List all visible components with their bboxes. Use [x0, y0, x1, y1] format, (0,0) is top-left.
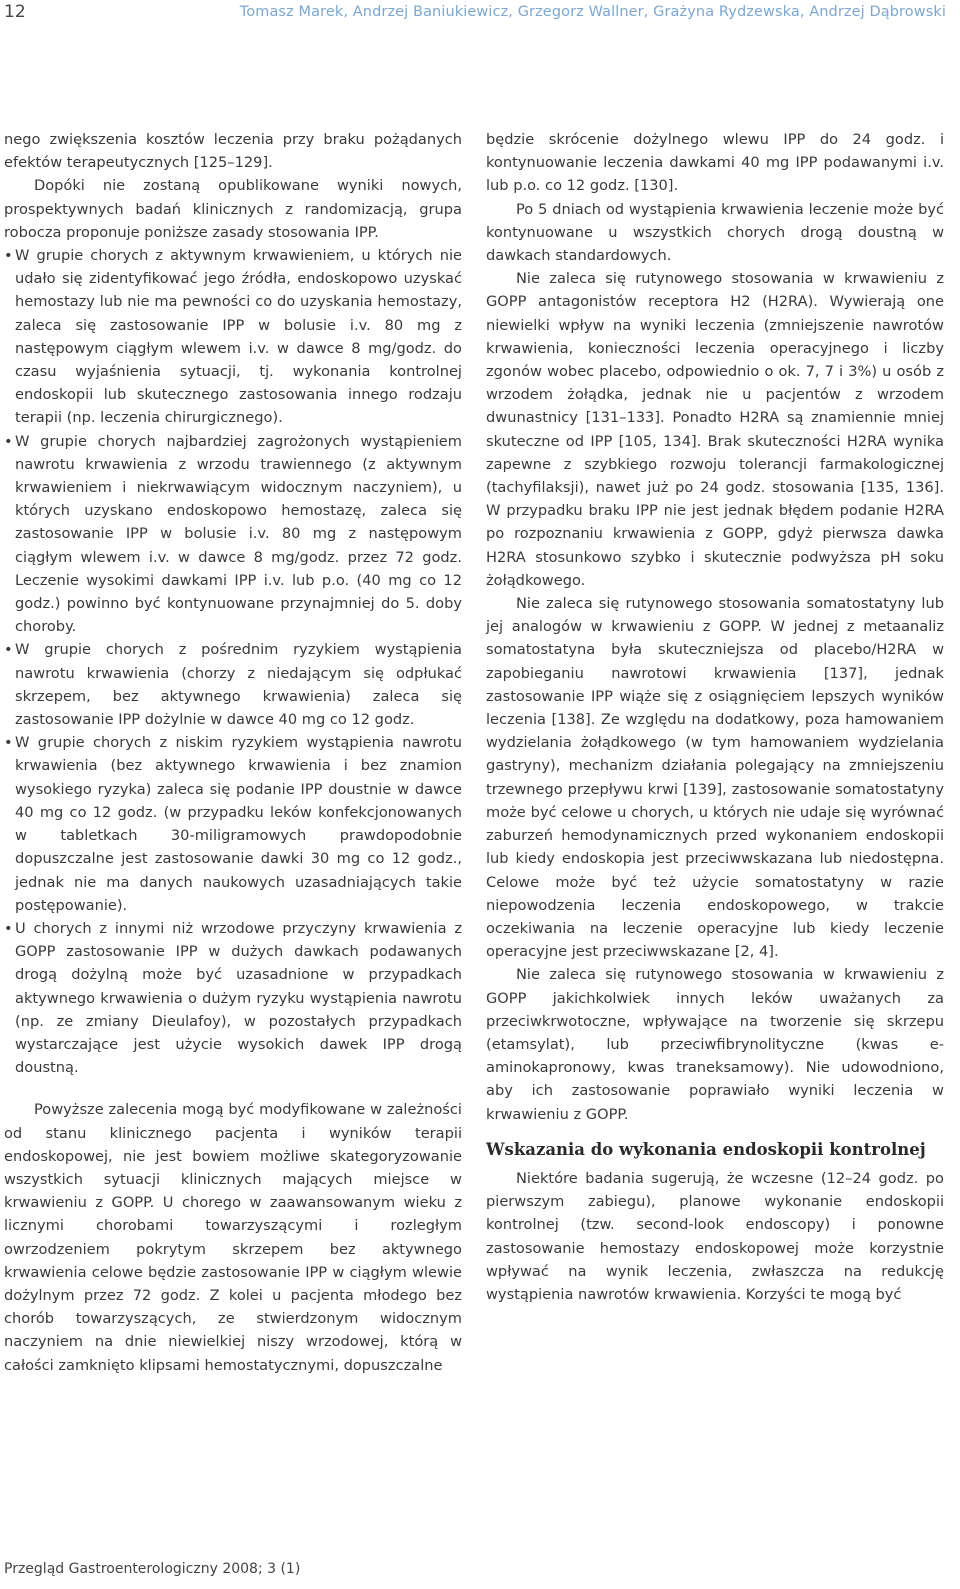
bullet-icon: •: [4, 432, 13, 450]
list-item: [4, 731, 462, 917]
list-item: [4, 430, 462, 639]
paragraph: Dopóki nie zostaną opublikowane wyniki nowych, prospektywnych badań klinicznych z randomizacją, grupa robocza proponuje poniższe zasady stosowania IPP.: [4, 177, 462, 241]
paragraph: Nie zaleca się rutynowego stosowania w krwawieniu z GOPP antagonistów receptora H2 (H2RA). Wywierają one niewielki wpływ na wyniki leczenia (zmniejszenie nawrotów krwawienia, konieczności leczenia operacyjnego i liczby zgonów wobec placebo, odpowiednio o ok. 7, 7 i 3%) u osób z wrzodem żołądka, jednak nie u pacjentów z wrzodem dwunastnicy [131–133]. Ponadto H2RA są znamiennie mniej skuteczne od IPP [105, 134]. Brak skuteczności H2RA wynika zapewne z szybkiego rozwoju tolerancji farmakologicznej (tachyfilaksji), nawet już po 24 godz. stosowania [135, 136]. W przypadku braku IPP nie jest jednak błędem podanie H2RA po rozpoznaniu krwawienia z GOPP, gdyż pierwsza dawka H2RA stosunkowo szybko i skutecznie podwyższa pH soku żołądkowego.: [486, 270, 944, 589]
paragraph: nego zwiększenia kosztów leczenia przy braku pożądanych efektów terapeutycznych [125–129].: [4, 131, 462, 172]
list-item-text: W grupie chorych najbardziej zagrożonych wystąpieniem nawrotu krwawienia z wrzodu trawiennego (z aktywnym krwawieniem i niekrwawiącym widocznym naczyniem), u których uzyskano endoskopowo hemostazę, zaleca się zastosowanie IPP w bolusie i.v. 80 mg z następowym ciągłym wlewem i.v. w dawce 8 mg/godz. przez 72 godz. Leczenie wysokimi dawkami IPP i.v. lub p.o. (40 mg co 12 godz.) powinno być kontynuowane przynajmniej do 5. doby choroby.: [15, 432, 462, 636]
bullet-icon: •: [4, 247, 13, 265]
paragraph: Nie zaleca się rutynowego stosowania w krwawieniu z GOPP jakichkolwiek innych leków uważanych za przeciwkrwotoczne, wpływające na tworzenie się skrzepu (etamsylat), lub przeciwfibrynolityczne (kwas e-aminokapronowy, kwas traneksamowy). Nie udowodniono, aby ich zastosowanie poprawiało wyniki leczenia w krwawieniu z GOPP.: [486, 966, 944, 1123]
journal-footer: Przegląd Gastroenterologiczny 2008; 3 (1): [4, 1561, 301, 1577]
paragraph: Powyższe zalecenia mogą być modyfikowane w zależności od stanu klinicznego pacjenta i wyników terapii endoskopowej, nie jest bowiem możliwe skategoryzowanie wszystkich sytuacji klinicznych mających miejsce w krwawieniu z GOPP. U chorego w zaawansowanym wieku z licznymi chorobami towarzyszącymi i rozległym owrzodzeniem pokrytym skrzepem bez aktywnego krwawienia celowe będzie zastosowanie IPP w ciągłym wlewie dożylnym przez 72 godz. Z kolei u pacjenta młodego bez chorób towarzyszących, ze stwierdzonym widocznym naczyniem na dnie niewielkiej niszy wrzodowej, którą w całości zamknięto klipsami hemostatycznymi, dopuszczalne: [4, 1101, 462, 1374]
bullet-icon: •: [4, 641, 13, 659]
bullet-icon: •: [4, 919, 13, 937]
recommendation-list: [4, 244, 462, 1079]
bullet-icon: •: [4, 734, 13, 752]
page-number: 12: [4, 2, 26, 22]
list-item: [4, 638, 462, 731]
list-item-text: W grupie chorych z niskim ryzykiem wystąpienia nawrotu krwawienia (bez aktywnego krwawienia i bez znamion wysokiego ryzyka) zaleca się podanie IPP doustnie w dawce 40 mg co 12 godz. (w przypadku leków konfekcjonowanych w tabletkach 30-miligramowych prawdopodobnie dopuszczalne jest zastosowanie dawki 30 mg co 12 godz., jednak nie ma danych naukowych uzasadniających takie postępowanie).: [15, 734, 462, 914]
list-item: [4, 917, 462, 1079]
right-column: [486, 128, 944, 1306]
paragraph: będzie skrócenie dożylnego wlewu IPP do 24 godz. i kontynuowanie leczenia dawkami 40 mg IPP podawanymi i.v. lub p.o. co 12 godz. [130].: [486, 131, 944, 195]
list-item: [4, 244, 462, 430]
list-item-text: W grupie chorych z pośrednim ryzykiem wystąpienia nawrotu krwawienia (chorzy z niedającym się odpłukać skrzepem, bez aktywnego krwawienia) zaleca się zastosowanie IPP dożylnie w dawce 40 mg co 12 godz.: [15, 641, 462, 729]
list-item-text: U chorych z innymi niż wrzodowe przyczyny krwawienia z GOPP zastosowanie IPP w dużych dawkach podawanych drogą dożylną może być uzasadnione w przypadkach aktywnego krwawienia o dużym ryzyku wystąpienia nawrotu (np. ze zmiany Dieulafoy), w pozostałych przypadkach wystarczające jest użycie wysokich dawek IPP drogą doustną.: [15, 919, 462, 1077]
list-item-text: W grupie chorych z aktywnym krwawieniem, u których nie udało się zidentyfikować jego źródła, endoskopowo uzyskać hemostazy lub nie ma pewności co do uzyskania hemostazy, zaleca się zastosowanie IPP w bolusie i.v. 80 mg z następowym ciągłym wlewem i.v. w dawce 8 mg/godz. do czasu wyjaśnienia sytuacji, tj. wykonania kontrolnej endoskopii lub skutecznego zastosowania innego rodzaju terapii (np. leczenia chirurgicznego).: [15, 247, 462, 427]
section-heading: Wskazania do wykonania endoskopii kontrolnej: [486, 1139, 926, 1159]
paragraph: Nie zaleca się rutynowego stosowania somatostatyny lub jej analogów w krwawieniu z GOPP. W jednej z metaanaliz somatostatyna była skuteczniejsza od placebo/H2RA w zapobieganiu nawrotowi krwawienia [137], jednak zastosowanie IPP wiąże się z osiągnięciem lepszych wyników leczenia [138]. Ze względu na dodatkowy, poza hamowaniem wydzielania żołądkowego (w tym hamowaniem wydzielania gastryny), mechanizm działania polegający na zmniejszeniu trzewnego przepływu krwi [139], zastosowanie somatostatyny może być celowe u chorych, u których nie udaje się wyrównać zaburzeń hemodynamicznych przed wykonaniem endoskopii lub kiedy endoskopia jest przeciwwskazana lub niedostępna. Celowe może być też użycie somatostatyny w razie niepowodzenia leczenia endoskopowego, w trakcie oczekiwania na leczenie operacyjne lub kiedy leczenie operacyjne jest przeciwwskazane [2, 4].: [486, 595, 944, 961]
paragraph: Po 5 dniach od wystąpienia krwawienia leczenie może być kontynuowane u wszystkich chorych drogą doustną w dawkach standardowych.: [486, 200, 944, 265]
running-head-authors: Tomasz Marek, Andrzej Baniukiewicz, Grzegorz Wallner, Grażyna Rydzewska, Andrzej Dąbrowski: [239, 4, 946, 20]
paragraph: Niektóre badania sugerują, że wczesne (12–24 godz. po pierwszym zabiegu), planowe wykonanie endoskopii kontrolnej (tzw. second-look endoscopy) i ponowne zastosowanie hemostazy endoskopowej może korzystnie wpływać na wynik leczenia, zwłaszcza na redukcję wystąpienia nawrotów krwawienia. Korzyści te mogą być: [486, 1169, 944, 1303]
left-column: [4, 128, 462, 1377]
